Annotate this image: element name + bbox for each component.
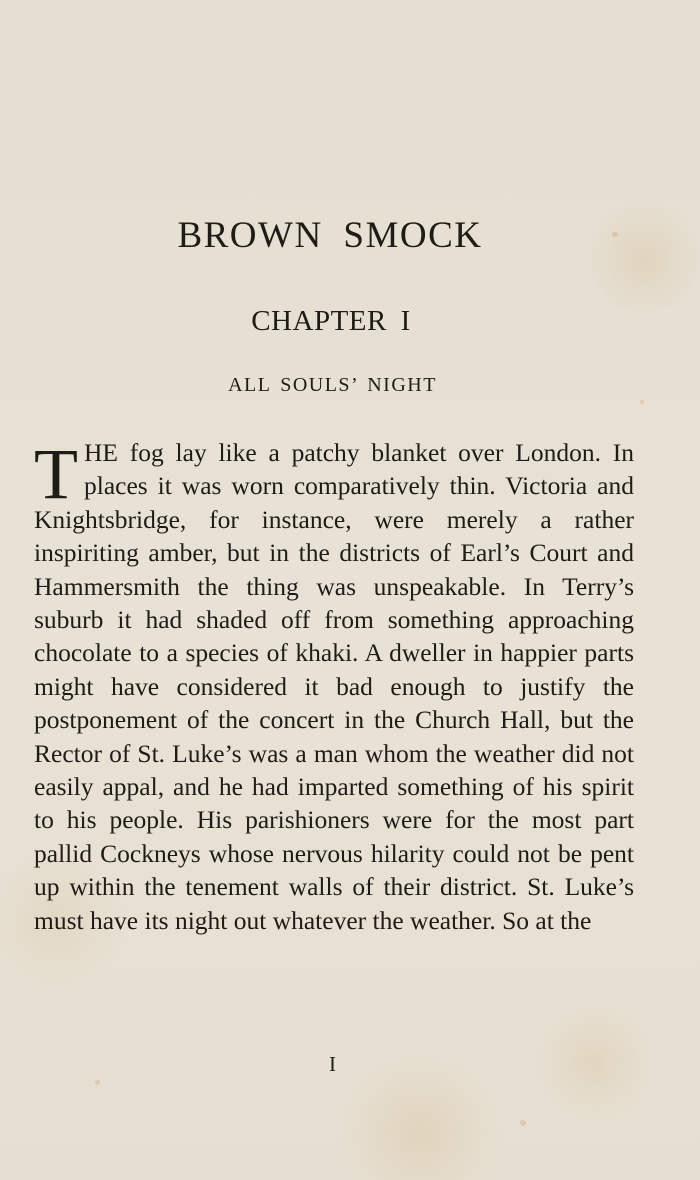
opening-word-rest: HE <box>83 438 118 467</box>
chapter-subtitle: ALL SOULS’ NIGHT <box>228 374 437 396</box>
paragraph-text: fog lay like a patchy blanket over London. In places it was worn comparatively thin. Victoria and Knightsbridge, for instance, were merely a rather inspiriting amber, but in the districts of Earl’s Court and Hammersmith the thing was unspeakable. In Terry’s suburb it had shaded off from something approaching chocolate to a species of khaki. A dweller in happier parts might have considered it bad enough to justify the postponement of the concert in the Church Hall, but the Rector of St. Luke’s was a man whom the weather did not easily appal, and he had imparted something of his spirit to his people. His parishioners were for the most part pallid Cockneys whose nervous hilarity could not be pent up within the tenement walls of their district. St. Luke’s must have its night out whatever the weather. So at the <box>34 438 634 935</box>
book-title: BROWN SMOCK <box>177 215 483 256</box>
chapter-heading: CHAPTER I <box>251 305 411 337</box>
drop-cap: T <box>34 434 78 514</box>
paper-stain <box>520 1120 526 1126</box>
paper-stain <box>95 1080 100 1085</box>
paper-stain <box>640 400 644 404</box>
page-number: I <box>329 1052 336 1076</box>
chapter-body-paragraph <box>34 436 634 937</box>
